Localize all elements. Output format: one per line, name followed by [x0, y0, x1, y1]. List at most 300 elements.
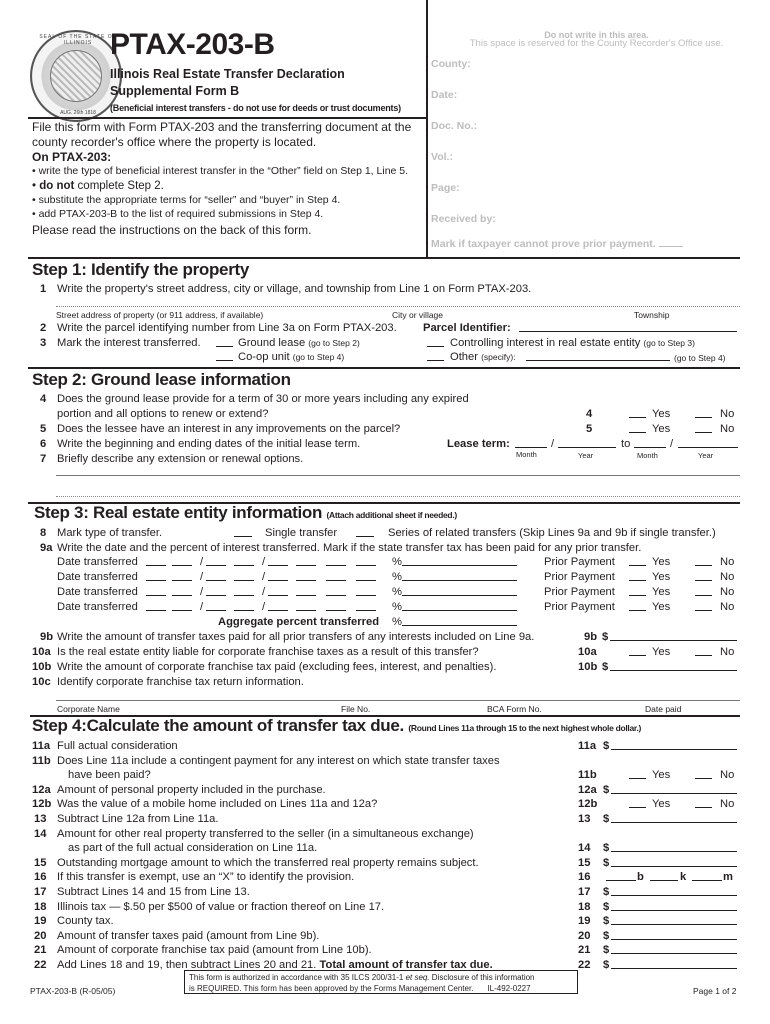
step2-line7	[0, 453, 770, 468]
step4-line-12a	[0, 784, 770, 799]
controlling-interest-checkbox[interactable]	[427, 337, 444, 347]
step2-title: Step 2: Ground lease information	[32, 370, 291, 389]
date-digit-input[interactable]	[268, 571, 288, 581]
yes-label: Yes	[652, 423, 671, 435]
date-transferred-label: Date transferred	[57, 556, 138, 568]
date-digit-input[interactable]	[326, 571, 346, 581]
date-digit-input[interactable]	[356, 586, 376, 596]
no-checkbox-11b[interactable]	[695, 769, 712, 779]
line5-yes-checkbox[interactable]	[629, 423, 646, 433]
yes-checkbox-12b[interactable]	[629, 798, 646, 808]
address-input-line[interactable]	[56, 306, 740, 307]
prior-payment-label: Prior Payment	[544, 586, 615, 598]
line10b-text: Write the amount of corporate franchise tax paid (excluding fees, interest, and penalties).	[57, 661, 497, 673]
step3-line9a	[0, 542, 770, 557]
line4-text-continued: portion and all options to renew or extend?	[57, 408, 269, 420]
prior-payment-yes-checkbox[interactable]	[629, 571, 646, 581]
line-ref: 21	[578, 944, 591, 957]
line-text-main: Subtract Line 12a from Line 11a.	[57, 813, 219, 825]
lease-end-year-input[interactable]	[678, 438, 738, 448]
line-text	[57, 798, 377, 810]
line-number: 3	[40, 337, 47, 349]
aggregate-row	[0, 616, 770, 631]
yes-checkbox-11b[interactable]	[629, 769, 646, 779]
line-ref: 20	[578, 929, 591, 942]
step4-line-16	[0, 871, 770, 886]
step1-bottom-rule	[28, 367, 740, 369]
amount-input-11a[interactable]	[611, 740, 737, 750]
line6-text: Write the beginning and ending dates of the initial lease term.	[57, 438, 361, 450]
instructions-read-back: Please read the instructions on the back of this form.	[32, 223, 312, 237]
line9b-amount-input[interactable]	[610, 631, 737, 641]
date-digit-input[interactable]	[268, 601, 288, 611]
date-digit-input[interactable]	[206, 571, 226, 581]
line7-text: Briefly describe any extension or renewal options.	[57, 453, 304, 465]
auth-text: Disclosure of this information	[429, 973, 535, 982]
line-text-continued: have been paid?	[68, 769, 151, 782]
ground-lease-note: (go to Step 2)	[308, 338, 360, 348]
line-text-main: Amount of corporate franchise tax paid (amount from Line 10b).	[57, 944, 372, 957]
dollar-sign: $	[603, 915, 610, 928]
step4-line-21	[0, 944, 770, 959]
amount-input-14[interactable]	[611, 842, 737, 852]
prior-payment-yes-checkbox[interactable]	[629, 601, 646, 611]
line-text-main: Amount of personal property included in the purchase.	[57, 783, 326, 796]
exempt-k-label: k	[680, 871, 687, 884]
step4-line-11b-continued	[0, 769, 770, 784]
line10c-text: Identify corporate franchise tax return information.	[57, 676, 304, 688]
line-ref: 12a	[578, 783, 597, 796]
date-digit-input[interactable]	[146, 556, 166, 566]
amount-input-15[interactable]	[611, 857, 737, 867]
step4-line-18	[0, 901, 770, 916]
form-revision: PTAX-203-B (R-05/05)	[30, 986, 116, 996]
line-number: 20	[34, 929, 47, 942]
line-ref: 18	[578, 900, 591, 913]
lease-start-year-input[interactable]	[558, 438, 616, 448]
step3-line10b	[0, 661, 770, 676]
line-ref: 19	[578, 915, 591, 928]
parcel-identifier-label: Parcel Identifier:	[423, 322, 511, 334]
date-digit-input[interactable]	[234, 586, 254, 596]
line-ref: 11b	[578, 769, 597, 782]
transfer-row: Date transferred / / % Prior Payment Yes No	[57, 571, 735, 583]
col-bca-form-no: BCA Form No.	[487, 704, 542, 714]
step2-line4-continued	[0, 408, 770, 423]
date-digit-input[interactable]	[146, 571, 166, 581]
form-code: IL-492-0227	[487, 984, 531, 993]
line-ref: 10a	[578, 646, 597, 658]
date-digit-input[interactable]	[206, 556, 226, 566]
step3-title-text: Step 3: Real estate entity information	[34, 503, 323, 522]
dollar-sign: $	[603, 856, 610, 869]
prior-payment-label: Prior Payment	[544, 601, 615, 613]
step4-line-19	[0, 915, 770, 930]
series-transfer-checkbox[interactable]	[356, 527, 374, 537]
no-label: No	[720, 571, 735, 583]
step4-line-15	[0, 857, 770, 872]
percent-sign: %	[392, 586, 402, 598]
line-text-main: Was the value of a mobile home included on Lines 11a and 12a?	[57, 798, 378, 811]
line-number: 7	[40, 453, 47, 465]
step3-title-note: (Attach additional sheet if needed.)	[326, 510, 457, 520]
date-transferred-label: Date transferred	[57, 586, 138, 598]
yes-label: Yes	[652, 601, 671, 613]
aggregate-percent-input[interactable]	[402, 616, 517, 626]
step4-line-20	[0, 930, 770, 945]
coop-unit-checkbox[interactable]	[216, 351, 233, 361]
yes-label: Yes	[652, 646, 671, 658]
instructions-bullet-3: • substitute the appropriate terms for “seller” and “buyer” in Step 4.	[32, 194, 341, 206]
prior-payment-yes-checkbox[interactable]	[629, 586, 646, 596]
line-text-main: Amount of transfer taxes paid (amount from Line 9b).	[57, 929, 320, 942]
other-checkbox[interactable]	[427, 351, 444, 361]
line4-no-checkbox[interactable]	[695, 408, 712, 418]
date-digit-input[interactable]	[234, 571, 254, 581]
line-ref: 12b	[578, 798, 598, 811]
auth-text: is REQUIRED. This form has been approved by the Forms Management Center.	[189, 984, 474, 993]
percent-transferred-input[interactable]	[402, 571, 517, 581]
date-digit-input[interactable]	[146, 601, 166, 611]
no-label: No	[720, 408, 735, 420]
line-ref: 15	[578, 856, 591, 869]
date-digit-input[interactable]	[268, 586, 288, 596]
seal-text-bottom: AUG. 26th 1818	[60, 110, 96, 116]
date-digit-input[interactable]	[268, 556, 288, 566]
prior-payment-mark-blank[interactable]	[659, 237, 683, 247]
date-transferred-label: Date transferred	[57, 601, 138, 613]
prior-payment-no-checkbox[interactable]	[695, 586, 712, 596]
line-number: 1	[40, 283, 47, 295]
line-number: 8	[40, 527, 47, 539]
instructions-bullet-2: • do not complete Step 2.	[32, 180, 164, 192]
step3-line8	[0, 527, 770, 542]
date-digit-input[interactable]	[296, 571, 316, 581]
line-number: 10a	[32, 646, 51, 658]
amount-input-18[interactable]	[611, 901, 737, 911]
transfer-row: Date transferred / / % Prior Payment Yes No	[57, 556, 735, 568]
date-digit-input[interactable]	[356, 556, 376, 566]
step1-title: Step 1: Identify the property	[32, 260, 250, 279]
line-text-main: Does Line 11a include a contingent payment for any interest on which state transfer taxes	[57, 754, 500, 767]
percent-sign: %	[392, 616, 402, 628]
step2-line6: 6 Write the beginning and ending dates of the initial lease term. Lease term: / to /	[0, 438, 770, 453]
recorder-field-county: County:	[431, 58, 471, 70]
line-text	[57, 828, 474, 840]
to-label: to	[621, 438, 631, 450]
page-number: Page 1 of 2	[693, 986, 737, 996]
month-caption: Month	[637, 451, 658, 460]
yes-label: Yes	[652, 408, 671, 420]
line-number: 12b	[32, 798, 52, 811]
ground-lease-checkbox[interactable]	[216, 337, 233, 347]
line-number: 19	[34, 915, 47, 928]
line-text-continued: as part of the full actual consideration on Line 11a.	[68, 842, 318, 855]
date-digit-input[interactable]	[296, 586, 316, 596]
yes-label: Yes	[652, 556, 671, 568]
recorder-field-doc-no: Doc. No.:	[431, 120, 478, 132]
line-ref: 9b	[584, 631, 598, 643]
percent-sign: %	[392, 571, 402, 583]
line-number: 16	[34, 871, 47, 884]
line-ref: 11a	[578, 740, 597, 752]
recorder-field-received-by: Received by:	[431, 213, 496, 225]
amount-input-12a[interactable]	[611, 784, 737, 794]
step4-line-14	[0, 828, 770, 843]
auth-line-2	[189, 983, 573, 994]
parcel-identifier-input[interactable]	[519, 322, 737, 332]
recorder-field-date: Date:	[431, 89, 458, 101]
percent-transferred-input[interactable]	[402, 556, 517, 566]
line-text-main: Full actual consideration	[57, 740, 178, 752]
no-label: No	[720, 601, 735, 613]
line-text	[57, 857, 479, 869]
step4-title	[32, 716, 641, 736]
line-ref: 16	[578, 871, 591, 884]
dollar-sign: $	[603, 783, 610, 796]
step4-line-17	[0, 886, 770, 901]
dollar-sign: $	[602, 631, 609, 643]
recorder-subheading: This space is reserved for the County Recorder's Office use.	[469, 38, 724, 49]
header-bottom-rule	[28, 257, 740, 259]
form-id-title: PTAX-203-B	[110, 28, 275, 61]
percent-transferred-input[interactable]	[402, 601, 517, 611]
step2-line5	[0, 423, 770, 438]
no-label: No	[720, 556, 735, 568]
line10b-amount-input[interactable]	[610, 661, 737, 671]
line-number: 15	[34, 856, 47, 869]
other-specify-input[interactable]	[526, 351, 670, 361]
auth-line-1	[189, 972, 573, 983]
line-ref: 22	[578, 959, 591, 971]
line4-yes-checkbox[interactable]	[629, 408, 646, 418]
exempt-k-input[interactable]	[650, 871, 678, 881]
no-label: No	[720, 798, 735, 811]
date-transferred-label: Date transferred	[57, 571, 138, 583]
transfer-row: Date transferred / / % Prior Payment Yes No	[57, 601, 735, 613]
amount-input-22[interactable]	[611, 959, 737, 969]
step4-line-14-continued	[0, 842, 770, 857]
line5-no-checkbox[interactable]	[695, 423, 712, 433]
dollar-sign: $	[603, 900, 610, 913]
single-transfer-checkbox[interactable]	[234, 527, 252, 537]
yes-label: Yes	[652, 571, 671, 583]
label-city-village: City or village	[392, 310, 444, 320]
prior-payment-yes-checkbox[interactable]	[629, 556, 646, 566]
date-digit-input[interactable]	[296, 601, 316, 611]
line-number: 9a	[40, 542, 53, 554]
yes-label: Yes	[652, 586, 671, 598]
recorder-field-page: Page:	[431, 182, 460, 194]
auth-et-seq: et seq.	[405, 973, 430, 982]
line-text	[57, 755, 500, 767]
prior-payment-label: Prior Payment	[544, 556, 615, 568]
step4-title-text: Step 4:Calculate the amount of transfer tax due.	[32, 716, 404, 735]
col-date-paid: Date paid	[645, 704, 682, 714]
line-text-bold: Total amount of transfer tax due.	[319, 959, 493, 971]
line-number: 5	[40, 423, 47, 435]
dollar-sign: $	[603, 959, 610, 971]
line-text	[57, 871, 354, 883]
line-number: 22	[34, 959, 47, 971]
lease-start-month-input[interactable]	[515, 438, 547, 448]
auth-text: This form is authorized in accordance with 35 ILCS 200/31-1	[189, 973, 406, 982]
amount-input-17[interactable]	[611, 886, 737, 896]
line-number: 11a	[32, 740, 51, 752]
step1-line2	[0, 322, 770, 337]
line-number: 21	[34, 944, 47, 957]
month-caption: Month	[516, 450, 537, 459]
eagle-emblem-icon	[50, 50, 102, 102]
amount-input-21[interactable]	[611, 944, 737, 954]
label-street-address: Street address of property (or 911 address, if available)	[56, 310, 264, 320]
lease-end-month-input[interactable]	[634, 438, 666, 448]
line-text-main: Illinois tax — $.50 per $500 of value or fraction thereof on Line 17.	[57, 900, 385, 913]
prior-payment-no-checkbox[interactable]	[695, 571, 712, 581]
illinois-state-seal	[30, 30, 122, 122]
line10a-yes-checkbox[interactable]	[629, 646, 646, 656]
date-digit-input[interactable]	[356, 571, 376, 581]
step1-line3-continued	[0, 351, 770, 366]
line-number: 10c	[32, 676, 51, 688]
date-digit-input[interactable]	[206, 586, 226, 596]
date-digit-input[interactable]	[326, 556, 346, 566]
amount-input-19[interactable]	[611, 915, 737, 925]
date-digit-input[interactable]	[234, 601, 254, 611]
dollar-sign: $	[602, 661, 609, 673]
dollar-sign: $	[603, 944, 610, 957]
do-not-emphasis: do not	[39, 180, 75, 192]
col-corporate-name: Corporate Name	[57, 704, 120, 714]
line-text	[57, 886, 250, 898]
line-ref: 4	[586, 408, 593, 420]
prior-payment-label: Prior Payment	[544, 571, 615, 583]
year-caption: Year	[578, 451, 594, 460]
date-digit-input[interactable]	[206, 601, 226, 611]
date-digit-input[interactable]	[172, 601, 192, 611]
instructions-on-ptax: On PTAX-203:	[32, 150, 112, 164]
line10a-no-checkbox[interactable]	[695, 646, 712, 656]
step4-line-13	[0, 813, 770, 828]
transfer-row: Date transferred / / % Prior Payment Yes No	[57, 586, 735, 598]
header-rule	[28, 117, 428, 119]
line-number: 14	[34, 827, 47, 840]
no-label: No	[720, 646, 735, 658]
no-label: No	[720, 423, 735, 435]
step3-line9b	[0, 631, 770, 646]
date-digit-input[interactable]	[326, 601, 346, 611]
line-number: 2	[40, 322, 47, 334]
date-digit-input[interactable]	[356, 601, 376, 611]
aggregate-label: Aggregate percent transferred	[218, 616, 380, 628]
line-number: 10b	[32, 661, 52, 673]
controlling-interest-label: Controlling interest in real estate entity	[450, 337, 641, 349]
step4-line-12b	[0, 798, 770, 813]
form-title-line1: Illinois Real Estate Transfer Declaration	[110, 67, 345, 81]
line-text	[57, 930, 319, 942]
line4-text: Does the ground lease provide for a term of 30 or more years including any expired	[57, 393, 469, 405]
ground-lease-label: Ground lease	[238, 337, 306, 349]
line-text-main: Add Lines 18 and 19, then subtract Lines 20 and 21.	[57, 959, 317, 971]
dollar-sign: $	[603, 813, 610, 825]
amount-input-20[interactable]	[611, 930, 737, 940]
percent-sign: %	[392, 601, 402, 613]
recorder-prior-payment-mark[interactable]	[431, 237, 683, 250]
line9b-text: Write the amount of transfer taxes paid for all prior transfers of any interests included on Line 9a.	[57, 631, 535, 643]
date-digit-input[interactable]	[146, 586, 166, 596]
line-number: 17	[34, 886, 47, 898]
date-digit-input[interactable]	[172, 586, 192, 596]
line-number: 11b	[32, 754, 51, 767]
line-text-main: County tax.	[57, 915, 114, 928]
coop-unit-label: Co-op unit	[238, 351, 290, 363]
line-text-main: Amount for other real property transferred to the seller (in a simultaneous exchange)	[57, 827, 474, 840]
amount-input-13[interactable]	[611, 813, 737, 823]
step4-line-11b	[0, 755, 770, 770]
line-number: 13	[34, 813, 47, 825]
line-text-main: Outstanding mortgage amount to which the transferred real property remains subject.	[57, 856, 479, 869]
dollar-sign: $	[603, 740, 610, 752]
prior-payment-no-checkbox[interactable]	[695, 601, 712, 611]
line3-text: Mark the interest transferred.	[57, 337, 201, 349]
dollar-sign: $	[603, 929, 610, 942]
label-township: Township	[634, 310, 670, 320]
extension-options-input-line-2[interactable]	[56, 496, 740, 497]
date-digit-input[interactable]	[296, 556, 316, 566]
line8-text: Mark type of transfer.	[57, 527, 163, 539]
dollar-sign: $	[603, 842, 610, 855]
line-ref: 5	[586, 423, 593, 435]
exempt-b-label: b	[637, 871, 644, 884]
step4-title-note: (Round Lines 11a through 15 to the next highest whole dollar.)	[408, 723, 642, 733]
date-digit-input[interactable]	[234, 556, 254, 566]
other-label: Other	[450, 351, 478, 363]
percent-sign: %	[392, 556, 402, 568]
extension-options-input-line-1[interactable]	[56, 475, 740, 476]
series-transfer-label: Series of related transfers (Skip Lines 9a and 9b if single transfer.)	[388, 527, 716, 539]
authorization-notice	[184, 970, 578, 994]
prior-payment-no-checkbox[interactable]	[695, 556, 712, 566]
step2-line4	[0, 393, 770, 408]
year-caption: Year	[698, 451, 714, 460]
lease-term-label: Lease term:	[447, 438, 510, 450]
yes-label: Yes	[652, 798, 671, 811]
step3-line10c	[0, 676, 770, 691]
line-ref: 13	[578, 813, 591, 825]
instructions-intro-1: File this form with Form PTAX-203 and the transferring document at the	[32, 120, 412, 134]
date-digit-input[interactable]	[172, 556, 192, 566]
single-transfer-label: Single transfer	[265, 527, 338, 539]
percent-transferred-input[interactable]	[402, 586, 517, 596]
exempt-b-input[interactable]	[606, 871, 636, 881]
line-ref: 10b	[578, 661, 598, 673]
instructions-bullet-4: • add PTAX-203-B to the list of required submissions in Step 4.	[32, 208, 324, 220]
date-digit-input[interactable]	[172, 571, 192, 581]
bullet-2-rest: complete Step 2.	[74, 180, 164, 192]
exempt-m-input[interactable]	[692, 871, 722, 881]
date-digit-input[interactable]	[326, 586, 346, 596]
line-text	[57, 740, 178, 752]
corporate-info-input-line[interactable]	[56, 700, 740, 701]
line-number: 18	[34, 900, 47, 913]
no-label: No	[720, 586, 735, 598]
other-specify-label: (specify):	[481, 352, 516, 362]
line-ref: 17	[578, 886, 591, 898]
no-checkbox-12b[interactable]	[695, 798, 712, 808]
no-label: No	[720, 769, 735, 782]
line-text	[57, 944, 372, 956]
prior-payment-mark-label: Mark if taxpayer cannot prove prior payment.	[431, 238, 656, 250]
